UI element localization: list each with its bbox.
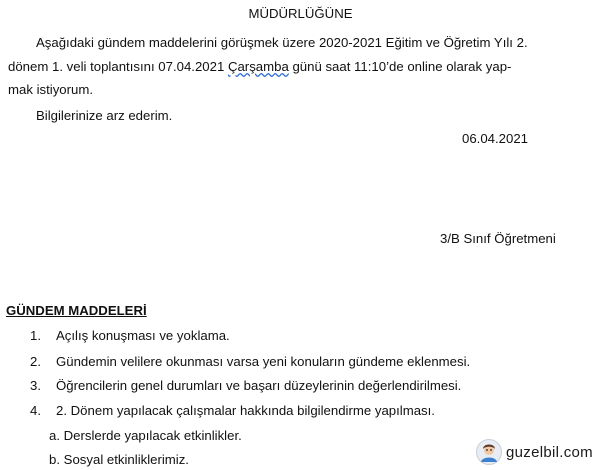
agenda-item-number: 4. xyxy=(30,403,41,418)
agenda-title: GÜNDEM MADDELERİ xyxy=(6,303,147,318)
agenda-item-number: 2. xyxy=(30,354,41,369)
guzelbil-logo-icon xyxy=(476,439,502,465)
agenda-item-number: 3. xyxy=(30,378,41,393)
agenda-item-text: Açılış konuşması ve yoklama. xyxy=(56,328,230,343)
watermark-text: guzelbil.com xyxy=(506,443,593,461)
watermark xyxy=(476,438,593,466)
agenda-item-number: 1. xyxy=(30,328,41,343)
closing-line: Bilgilerinize arz ederim. xyxy=(36,108,173,123)
body-line-2 xyxy=(8,59,511,74)
agenda-subitem: b. Sosyal etkinliklerimiz. xyxy=(49,452,189,467)
body-line-1: Aşağıdaki gündem maddelerini görüşmek üzere 2020-2021 Eğitim ve Öğretim Yılı 2. xyxy=(36,35,528,50)
agenda-subitem: a. Derslerde yapılacak etkinlikler. xyxy=(49,428,242,443)
agenda-item-text: Öğrencilerin genel durumları ve başarı düzeylerinin değerlendirilmesi. xyxy=(56,378,462,393)
agenda-item-text: Gündemin velilere okunması varsa yeni konuların gündeme eklenmesi. xyxy=(56,354,471,369)
body-line-2-end: günü saat 11:10’de online olarak yap- xyxy=(288,59,512,74)
agenda-item-text: 2. Dönem yapılacak çalışmalar hakkında bilgilendirme yapılması. xyxy=(56,403,435,418)
body-line-2-start: dönem 1. veli toplantısını 07.04.2021 xyxy=(8,59,228,74)
letter-heading: MÜDÜRLÜĞÜNE xyxy=(248,6,353,21)
body-line-3: mak istiyorum. xyxy=(8,82,93,97)
letter-date: 06.04.2021 xyxy=(462,131,529,146)
meeting-day: Çarşamba xyxy=(227,59,289,74)
signature: 3/B Sınıf Öğretmeni xyxy=(440,231,556,246)
